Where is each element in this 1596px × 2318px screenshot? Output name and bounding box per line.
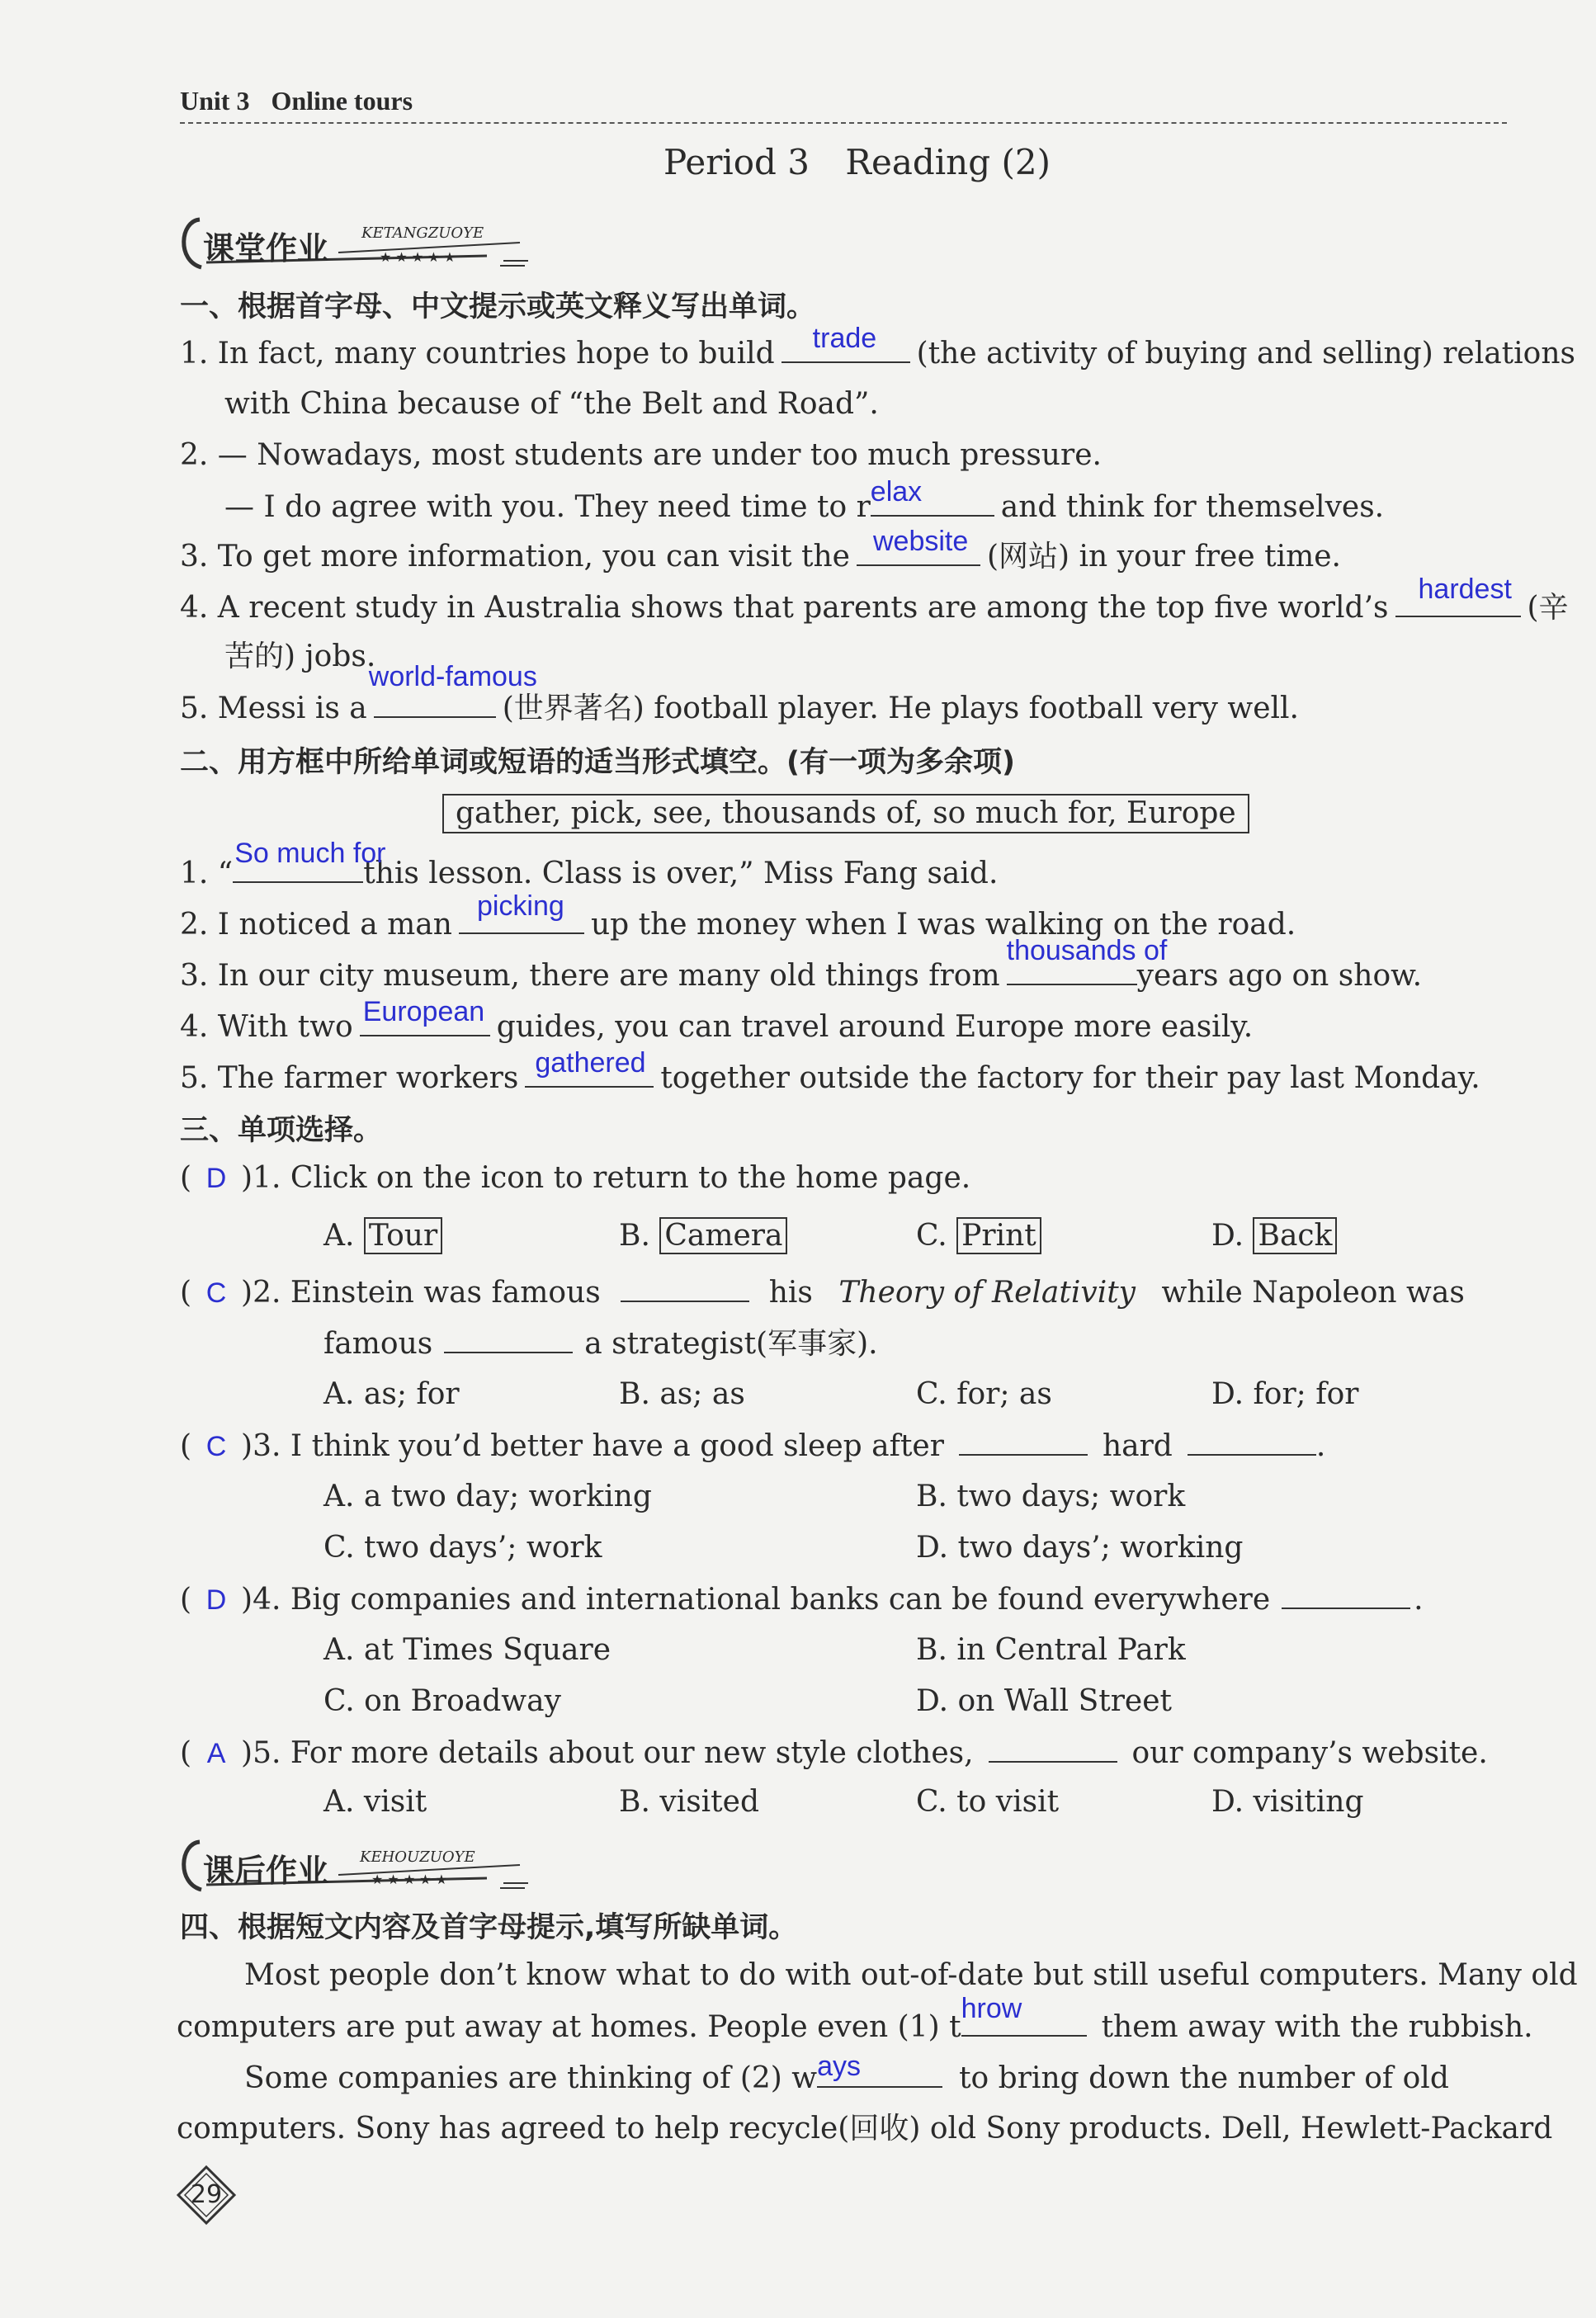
classwork-badge (173, 213, 545, 279)
section-3-title: 三、单项选择。 (180, 1114, 383, 1147)
answer-blank (233, 838, 386, 883)
text: Click on the icon to return to the home page. (290, 1161, 971, 1195)
s3-q4-option-a: A. at Times Square (323, 1633, 611, 1667)
passage-line (177, 1993, 1533, 2047)
text: 3. To get more information, you can visit the (180, 540, 850, 574)
s3-q4-stem: ( D )4. Big companies and international banks can be found everywhere . (180, 1579, 1424, 1620)
choice-answer: A (206, 1738, 226, 1769)
s3-q3-stem: ( C )3. I think you’d better have a good sleep after hard . (180, 1426, 1325, 1466)
s3-q5-option-c: C. to visit (916, 1785, 1060, 1819)
text: . (1315, 1429, 1326, 1463)
s1-q4-line1 (180, 574, 1569, 628)
passage-line (244, 2051, 1449, 2098)
s1-q4-line2: 苦的) jobs. (224, 640, 376, 673)
badge-stars: ★ ★ ★ ★ ★ (380, 249, 456, 265)
choice-answer: D (205, 1163, 227, 1194)
s3-q5-option-a: A. visit (323, 1785, 427, 1819)
period-title: Reading (2) (845, 142, 1051, 182)
option-letter: D. (1211, 1219, 1244, 1253)
s2-q3 (180, 935, 1423, 996)
choice-answer: D (205, 1584, 227, 1616)
answer-blank (817, 2051, 942, 2088)
badge-stars: ★ ★ ★ ★ ★ (371, 1872, 448, 1887)
text: 3. In our city museum, there are many old things from (180, 959, 1000, 993)
answer: trade (812, 323, 877, 354)
s1-q2-line1: 2. — Nowadays, most students are under too much pressure. (180, 438, 1102, 472)
text: (辛 (1527, 591, 1569, 625)
answer-blank (525, 1047, 654, 1088)
answer: picking (476, 890, 564, 922)
answer-blank (368, 661, 537, 718)
question-number: )5. (241, 1736, 281, 1770)
text: 5. The farmer workers (180, 1061, 519, 1095)
section-4-title: 四、根据短文内容及首字母提示,填写所缺单词。 (180, 1911, 798, 1944)
passage-line: computers. Sony has agreed to help recycle(回收) old Sony products. Dell, Hewlett-Packard (177, 2112, 1553, 2146)
text: Big companies and international banks can be found everywhere (290, 1583, 1271, 1617)
blank-line (1188, 1426, 1316, 1456)
text: Einstein was famous (290, 1276, 601, 1310)
unit-title: Online tours (271, 86, 413, 116)
answer-blank (360, 996, 490, 1036)
text: 4. A recent study in Australia shows that parents are among the top five world’s (180, 591, 1389, 625)
unit-label (180, 86, 413, 116)
answer: So much for (234, 838, 386, 869)
question-number: )2. (241, 1276, 281, 1310)
answer: website (873, 526, 969, 557)
badge-pinyin: KETANGZUOYE (361, 224, 484, 242)
s3-q5-stem: ( A )5. For more details about our new style clothes, our company’s website. (180, 1733, 1488, 1773)
s3-q3-option-c: C. two days’; work (323, 1531, 602, 1565)
s1-q3 (180, 526, 1341, 577)
choice-answer: C (205, 1431, 227, 1462)
s3-q3-option-b: B. two days; work (916, 1480, 1186, 1513)
option-word: Camera (659, 1217, 787, 1254)
text: together outside the factory for their pay last Monday. (660, 1061, 1480, 1095)
text: famous (323, 1327, 433, 1361)
passage-line: Most people don’t know what to do with out-of-date but still useful computers. Many old (244, 1958, 1578, 1992)
text: . (1414, 1583, 1424, 1617)
blank-line (444, 1324, 573, 1353)
answer: world-famous (368, 661, 537, 692)
option-word: Print (956, 1217, 1041, 1254)
option-letter: B. (619, 1219, 650, 1253)
answer: hardest (1418, 574, 1512, 605)
text: this lesson. Class is over,” Miss Fang said. (363, 857, 999, 890)
word-box: gather, pick, see, thousands of, so much for, Europe (442, 794, 1249, 833)
s3-q1-option-c (916, 1216, 1041, 1256)
page-number: 29 (190, 2180, 223, 2209)
s1-q1-line2: with China because of “the Belt and Road”. (224, 387, 879, 421)
s3-q1-option-b (619, 1216, 787, 1256)
s3-q1-option-d (1211, 1216, 1337, 1256)
blank-line (1282, 1579, 1410, 1609)
s1-q1-line1 (180, 323, 1575, 374)
option-word: Tour (364, 1217, 442, 1254)
answer-blank (781, 323, 910, 363)
s3-q1-stem: ( D )1. Click on the icon to return to the home page. (180, 1161, 971, 1195)
s3-q2-option-d: D. for; for (1211, 1377, 1359, 1411)
answer: thousands of (1006, 935, 1168, 966)
page-number-badge (175, 2164, 238, 2226)
s2-q5 (180, 1047, 1480, 1098)
badge-title: 课后作业 (203, 1853, 329, 1889)
option-letter: C. (916, 1219, 947, 1253)
text: Theory of Relativity (838, 1276, 1136, 1310)
s1-q2-line2 (224, 476, 1385, 527)
answer-blank (857, 526, 980, 566)
choice-answer: C (205, 1277, 227, 1309)
answer: European (362, 996, 485, 1027)
s3-q5-option-d: D. visiting (1211, 1785, 1364, 1819)
text: computers are put away at homes. People even (1) t (177, 2010, 961, 2044)
homework-badge (173, 1835, 545, 1901)
option-word: Back (1253, 1217, 1337, 1254)
answer-blank (1006, 935, 1168, 985)
answer: hrow (961, 1993, 1022, 2024)
s2-q4 (180, 996, 1254, 1047)
question-number: )3. (241, 1429, 281, 1463)
s3-q3-option-a: A. a two day; working (323, 1480, 652, 1513)
text: 4. With two (180, 1010, 353, 1044)
text: — I do agree with you. They need time to r (224, 490, 871, 524)
s3-q2-stem-line2 (323, 1324, 878, 1364)
text: and think for themselves. (1000, 490, 1385, 524)
s3-q2-stem: ( C )2. Einstein was famous his Theory of Relativity while Napoleon was (180, 1272, 1465, 1313)
text: Some companies are thinking of (2) w (244, 2061, 818, 2095)
s3-q3-option-d: D. two days’; working (916, 1531, 1244, 1565)
text: his (768, 1276, 813, 1310)
header-divider (180, 122, 1507, 124)
text: (网站) in your free time. (987, 540, 1341, 574)
section-2-title: 二、用方框中所给单词或短语的适当形式填空。(有一项为多余项) (180, 746, 1015, 779)
s3-q5-option-b: B. visited (619, 1785, 759, 1819)
answer-blank (459, 890, 584, 934)
answer-blank (1395, 574, 1521, 617)
question-number: )1. (241, 1161, 281, 1195)
text: hard (1102, 1429, 1173, 1463)
badge-title: 课堂作业 (203, 230, 329, 267)
text: them away with the rubbish. (1101, 2010, 1533, 2044)
unit-number: Unit 3 (180, 86, 250, 116)
text: years ago on show. (1136, 959, 1423, 993)
s1-q5 (180, 661, 1299, 729)
period-label: Period 3 (663, 142, 810, 182)
s3-q4-option-d: D. on Wall Street (916, 1684, 1172, 1718)
page-title (663, 142, 1051, 182)
text: guides, you can travel around Europe more easily. (496, 1010, 1254, 1044)
answer-blank (961, 1993, 1087, 2037)
s3-q4-option-b: B. in Central Park (916, 1633, 1186, 1667)
answer: elax (870, 476, 923, 508)
text: 1. In fact, many countries hope to build (180, 337, 775, 371)
answer: gathered (535, 1047, 646, 1079)
blank-line (621, 1272, 749, 1302)
s3-q2-option-b: B. as; as (619, 1377, 745, 1411)
text: a strategist(军事家). (584, 1327, 878, 1361)
text: our company’s website. (1131, 1736, 1488, 1770)
text: (the activity of buying and selling) relations (916, 337, 1575, 371)
blank-line (959, 1426, 1088, 1456)
text: For more details about our new style clothes, (290, 1736, 974, 1770)
text: to bring down the number of old (959, 2061, 1449, 2095)
s3-q4-option-c: C. on Broadway (323, 1684, 561, 1718)
answer-blank (870, 476, 994, 517)
s3-q2-option-a: A. as; for (323, 1377, 460, 1411)
text: I think you’d better have a good sleep after (290, 1429, 944, 1463)
option-letter: A. (323, 1219, 355, 1253)
text: 2. I noticed a man (180, 908, 452, 942)
text: (世界著名) football player. He plays football very well. (502, 692, 1299, 725)
text: up the money when I was walking on the road. (590, 908, 1296, 942)
badge-pinyin: KEHOUZUOYE (360, 1848, 475, 1866)
s3-q2-option-c: C. for; as (916, 1377, 1052, 1411)
answer: ays (817, 2051, 862, 2082)
question-number: )4. (241, 1583, 281, 1617)
text: 5. Messi is a (180, 692, 367, 725)
text: while Napoleon was (1161, 1276, 1465, 1310)
blank-line (989, 1733, 1117, 1763)
s2-q1 (180, 838, 999, 894)
text: 1. “ (180, 857, 234, 890)
section-1-title: 一、根据首字母、中文提示或英文释义写出单词。 (180, 290, 816, 323)
s3-q1-option-a (323, 1216, 442, 1256)
